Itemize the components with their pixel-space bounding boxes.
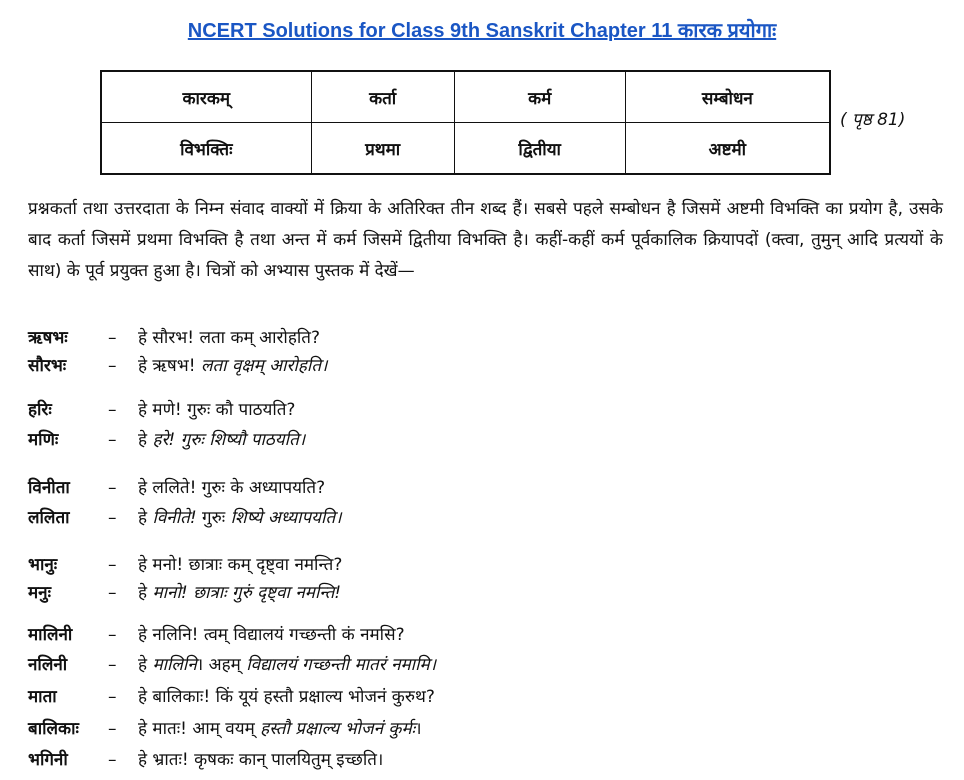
speaker-name: बालिकाः [28, 719, 79, 739]
page-reference: ( पृष्ठ 81) [840, 110, 906, 130]
dialogue-line [28, 579, 341, 607]
dialogue-line [28, 683, 435, 711]
dash: – [108, 478, 117, 498]
dialogue-line [28, 352, 327, 380]
table-row [101, 123, 830, 175]
dialogue-text: हे नलिनि! त्वम् विद्यालयं गच्छन्ती कं नमसि? [138, 625, 405, 645]
dash: – [108, 508, 117, 528]
dialogue-text: हे ऋषभ! [138, 356, 201, 376]
dash: – [108, 328, 117, 348]
speaker-name: भानुः [28, 555, 58, 575]
answer-text: मानो! छात्राः गुरुं दृष्ट्वा नमन्ति! [152, 583, 342, 603]
speaker-name: सौरभः [28, 356, 67, 376]
dialogue-line [28, 621, 405, 649]
dialogue-text: हे बालिकाः! किं यूयं हस्तौ प्रक्षाल्य भोजनं कुरुथ? [138, 687, 435, 707]
dash: – [108, 750, 117, 770]
answer-text: मालिनि [152, 655, 197, 675]
answer-text: विद्यालयं गच्छन्ती मातरं नमामि। [246, 655, 437, 675]
dialogue-text: । अहम् [196, 655, 247, 675]
speaker-name: माता [28, 687, 57, 707]
speaker-name: ऋषभः [28, 328, 68, 348]
dialogue-text: हे [138, 655, 153, 675]
intro-paragraph: प्रश्नकर्ता तथा उत्तरदाता के निम्न संवाद वाक्यों में क्रिया के अतिरिक्त तीन शब्द हैं। सबसे पहले सम्बोधन है जिसमें अष्टमी विभक्ति का प्रयोग है, उसके बाद कर्ता जिसमें प्रथमा विभक्ति है तथा अन्त में कर्म जिसमें द्वितीया विभक्ति है। कहीं-कहीं कर्म पूर्वकालिक क्रियापदों (क्त्वा, तुमुन् आदि प्रत्ययों के साथ) के पूर्व प्रयुक्त हुआ है। चित्रों को अभ्यास पुस्तक में देखें— [28, 199, 943, 281]
dash: – [108, 655, 117, 675]
speaker-name: मनुः [28, 583, 52, 603]
dialogue-line [28, 504, 342, 532]
speaker-name: नलिनी [28, 655, 68, 675]
dash: – [108, 583, 117, 603]
dialogue-text: हे भ्रातः! कृषकः कान् पालयितुम् इच्छति। [138, 750, 384, 770]
table-cell: कर्म [454, 71, 625, 123]
speaker-name: ललिता [28, 508, 70, 528]
dialogue-text: हे मातः! आम् वयम् [138, 719, 261, 739]
dash: – [108, 430, 117, 450]
karaka-table [100, 70, 831, 175]
dialogue-text: हे ललिते! गुरुः के अध्यापयति? [138, 478, 326, 498]
dialogue-line [28, 715, 422, 743]
speaker-name: विनीता [28, 478, 70, 498]
table-cell: कर्ता [311, 71, 454, 123]
dialogue-line [28, 746, 383, 774]
dialogue-text: । [415, 719, 422, 739]
table-cell: द्वितीया [454, 123, 625, 175]
dialogue-text: हे मनो! छात्राः कम् दृष्ट्वा नमन्ति? [138, 555, 343, 575]
answer-text: हस्तौ प्रक्षाल्य भोजनं कुर्मः [260, 719, 416, 739]
dash: – [108, 356, 117, 376]
dialogue-text: हे [138, 430, 153, 450]
table-row [101, 71, 830, 123]
dialogue-line [28, 474, 325, 502]
dialogue-line [28, 651, 436, 679]
dialogue-text: हे [138, 583, 153, 603]
answer-text: शिष्ये अध्यापयति। [230, 508, 342, 528]
table-cell: कारकम् [101, 71, 311, 123]
answer-text: हरे! गुरुः शिष्यौ पाठयति। [152, 430, 306, 450]
dash: – [108, 625, 117, 645]
table-cell: अष्टमी [625, 123, 830, 175]
page-title[interactable]: NCERT Solutions for Class 9th Sanskrit Chapter 11 कारक प्रयोगाः [187, 20, 777, 42]
speaker-name: मणिः [28, 430, 59, 450]
speaker-name: भगिनी [28, 750, 68, 770]
table-cell: विभक्तिः [101, 123, 311, 175]
dialogue-line [28, 551, 342, 579]
dash: – [108, 687, 117, 707]
speaker-name: मालिनी [28, 625, 73, 645]
table-cell: प्रथमा [311, 123, 454, 175]
answer-text: विनीते! [152, 508, 197, 528]
dialogue-line [28, 324, 320, 352]
table-cell: सम्बोधन [625, 71, 830, 123]
dialogue-text: हे [138, 508, 153, 528]
dialogue-line [28, 396, 295, 424]
dialogue-text: गुरुः [196, 508, 231, 528]
dialogue-line [28, 426, 305, 454]
dash: – [108, 555, 117, 575]
dialogue-text: हे सौरभ! लता कम् आरोहति? [138, 328, 320, 348]
dash: – [108, 719, 117, 739]
speaker-name: हरिः [28, 400, 52, 420]
dash: – [108, 400, 117, 420]
dialogue-text: हे मणे! गुरुः कौ पाठयति? [138, 400, 296, 420]
answer-text: लता वृक्षम् आरोहति। [200, 356, 328, 376]
